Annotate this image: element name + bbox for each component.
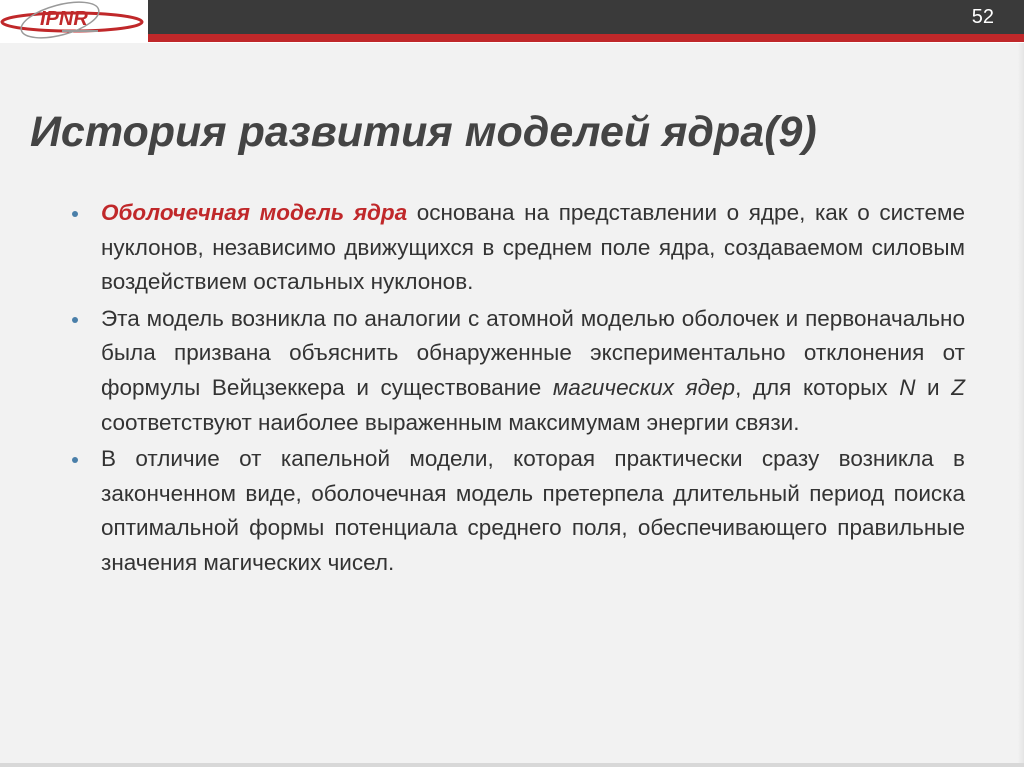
- bullet-text: В отличие от капельной модели, которая практически сразу возникла в законченном виде, оболочечная модель претерпела длительный период поиска оптимальной формы потенциала среднего поля, обеспечивающего правильные значения магических чисел.: [101, 446, 965, 575]
- slide-bottom-border: [0, 763, 1024, 767]
- bullet-text: соответствуют наиболее выраженным максимумам энергии связи.: [101, 409, 800, 435]
- bullet-text: основана на представлении о ядре, как о системе нуклонов, независимо движущихся в среднем поле ядра, создаваемом силовым воздействием остальных нуклонов.: [101, 200, 965, 295]
- bullet-term: Оболочечная модель ядра: [101, 200, 408, 225]
- svg-text:IPNR: IPNR: [40, 8, 88, 30]
- bullet-text: , для которых: [735, 374, 900, 400]
- header-red-line: [148, 34, 1024, 42]
- emphasis-text: Z: [951, 374, 965, 400]
- bullet-dot-icon: [72, 457, 78, 463]
- bullet-dot-icon: [72, 317, 78, 323]
- bullet-item: [68, 196, 965, 300]
- slide-title: История развития моделей ядра(9): [30, 108, 817, 156]
- bullet-text: и: [915, 374, 952, 400]
- header-dark-band: [148, 0, 1024, 34]
- ipnr-logo: [0, 0, 150, 43]
- bullet-item: [68, 302, 965, 440]
- bullet-list: [68, 196, 965, 583]
- header-bar: [0, 0, 1024, 43]
- emphasis-text: магических ядер: [552, 374, 736, 400]
- bullet-dot-icon: [72, 211, 78, 217]
- slide-number: 52: [971, 6, 994, 28]
- bullet-item: [68, 442, 965, 580]
- slide-edge-shadow: [1018, 43, 1024, 763]
- emphasis-text: N: [899, 374, 916, 400]
- bullet-text: Эта модель возникла по аналогии с атомной моделью оболочек и первоначально была призвана объяснить обнаруженные экспериментально отклонения от формулы Вейцзеккера и существование: [101, 305, 965, 400]
